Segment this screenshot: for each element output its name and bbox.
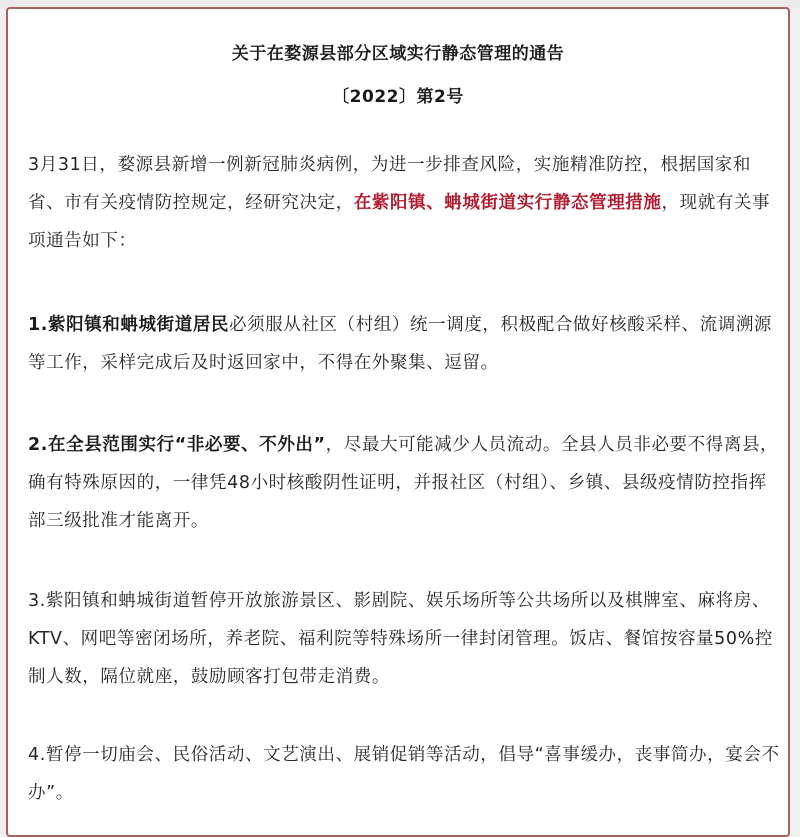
intro-tail: ，现就有关事项通告如下： [28,193,771,251]
notice-title: 关于在婺源县部分区域实行静态管理的通告 [231,44,565,64]
item-2-heading: 2.在全县范围实行“非必要、不外出” [28,435,326,455]
item-1-paragraph [28,306,780,382]
intro-paragraph [28,146,780,260]
intro-emphasis: 在紫阳镇、蚺城街道实行静态管理措施 [353,193,662,213]
item-3-text: 3.紫阳镇和蚺城街道暂停开放旅游景区、影剧院、娱乐场所等公共场所以及棋牌室、麻将房、KTV、网吧等密闭场所，养老院、福利院等特殊场所一律封闭管理。饭店、餐馆按容量50%控制人数，隔位就座，鼓励顾客打包带走消费。 [28,591,773,687]
item-2-text: ，尽最大可能减少人员流动。全县人员非必要不得离县，确有特殊原因的，一律凭48小时核酸阴性证明，并报社区（村组）、乡镇、县级疫情防控指挥部三级批准才能离开。 [28,435,779,531]
intro-lead: 3月31日，婺源县新增一例新冠肺炎病例，为进一步排查风险，实施精准防控，根据国家和省、市有关疫情防控规定，经研究决定， [28,155,751,213]
notice-number: 〔2022〕第2号 [332,87,464,107]
item-4-text: 4.暂停一切庙会、民俗活动、文艺演出、展销促销等活动，倡导“喜事缓办，丧事简办，宴会不办”。 [28,745,780,803]
item-1-text: 必须服从社区（村组）统一调度，积极配合做好核酸采样、流调溯源等工作，采样完成后及时返回家中，不得在外聚集、逗留。 [28,315,773,373]
item-2-paragraph [28,426,780,540]
item-4-paragraph [28,736,780,812]
notice-card [6,7,790,837]
item-3-paragraph [28,582,780,696]
item-1-heading: 1.紫阳镇和蚺城街道居民 [28,315,230,335]
